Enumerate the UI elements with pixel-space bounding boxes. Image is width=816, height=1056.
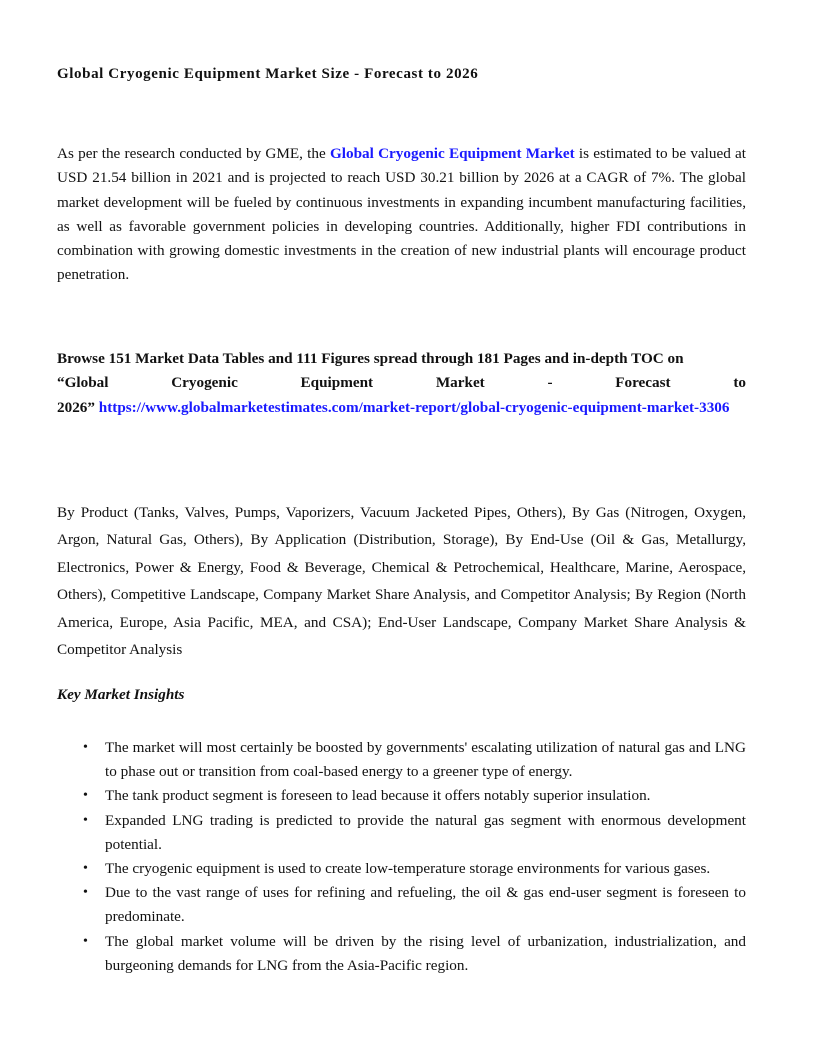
bullet-icon: • <box>83 740 88 755</box>
list-item-text: The tank product segment is foreseen to lead because it offers notably superior insulation. <box>105 787 651 805</box>
browse-year: 2026” <box>57 398 95 416</box>
browse-word: Cryogenic <box>171 374 238 392</box>
browse-word: “Global <box>57 374 109 392</box>
intro-text-before: As per the research conducted by GME, the <box>57 145 330 162</box>
list-item <box>57 809 746 857</box>
bullet-icon: • <box>83 933 88 949</box>
segmentation-paragraph: By Product (Tanks, Valves, Pumps, Vaporizers, Vacuum Jacketed Pipes, Others), By Gas (Nitrogen, Oxygen, Argon, Natural Gas, Others), By Application (Distribution, Storage), By End-Use (Oil & Gas, Metallurgy, Electronics, Power & Energy, Food & Beverage, Chemical & Petrochemical, Healthcare, Marine, Aerospace, Others), Competitive Landscape, Company Market Share Analysis, and Competitor Analysis; By Region (North America, Europe, Asia Pacific, MEA, and CSA); End-User Landscape, Company Market Share Analysis & Competitor Analysis <box>57 504 746 659</box>
list-item <box>57 736 746 784</box>
list-item-text: The cryogenic equipment is used to create low-temperature storage environments for various gases. <box>105 860 711 878</box>
list-item <box>57 784 746 808</box>
document-title: Global Cryogenic Equipment Market Size - Forecast to 2026 <box>57 66 479 82</box>
list-item <box>57 881 746 929</box>
bullet-icon: • <box>83 861 88 877</box>
browse-word: to <box>733 374 746 392</box>
bullet-icon: • <box>83 788 88 804</box>
list-item-text: Expanded LNG trading is predicted to provide the natural gas segment with enormous development potential. <box>105 811 746 853</box>
insights-list <box>57 736 746 978</box>
list-item-text: Due to the vast range of uses for refining and refueling, the oil & gas end-user segment is foreseen to predominate. <box>105 884 746 926</box>
bullet-icon: • <box>83 812 88 828</box>
browse-word: Forecast <box>615 374 671 392</box>
list-item-text: The market will most certainly be boosted by governments' escalating utilization of natural gas and LNG to phase out or transition from coal-based energy to a greener type of energy. <box>105 739 746 781</box>
list-item <box>57 857 746 881</box>
market-highlight: Global Cryogenic Equipment Market <box>329 145 575 162</box>
intro-text-after: is estimated to be valued at USD 21.54 billion in 2021 and is projected to reach USD 30.21 billion by 2026 at a CAGR of 7%. The global market development will be fueled by continuous investments in expanding incumbent manufacturing facilities, as well as favorable government policies in developing countries. Additionally, higher FDI contributions in combination with growing domestic investments in the creation of new industrial plants will encourage product penetration. <box>57 145 747 284</box>
bullet-icon: • <box>83 885 88 901</box>
key-insights-heading: Key Market Insights <box>57 686 185 703</box>
browse-word: Market <box>435 374 485 392</box>
list-item-text: The global market volume will be driven by the rising level of urbanization, industrialization, and burgeoning demands for LNG from the Asia-Pacific region. <box>105 932 746 974</box>
browse-word: - <box>547 374 553 392</box>
browse-paragraph <box>57 347 746 420</box>
report-link[interactable]: https://www.globalmarketestimates.com/market-report/global-cryogenic-equipment-market-3306 <box>98 398 730 416</box>
list-item <box>57 930 746 978</box>
browse-line-3 <box>57 396 746 420</box>
browse-line-1: Browse 151 Market Data Tables and 111 Figures spread through 181 Pages and in-depth TOC on <box>57 350 684 367</box>
browse-line-2 <box>57 371 746 395</box>
intro-paragraph <box>57 142 746 288</box>
browse-word: Equipment <box>300 374 374 392</box>
